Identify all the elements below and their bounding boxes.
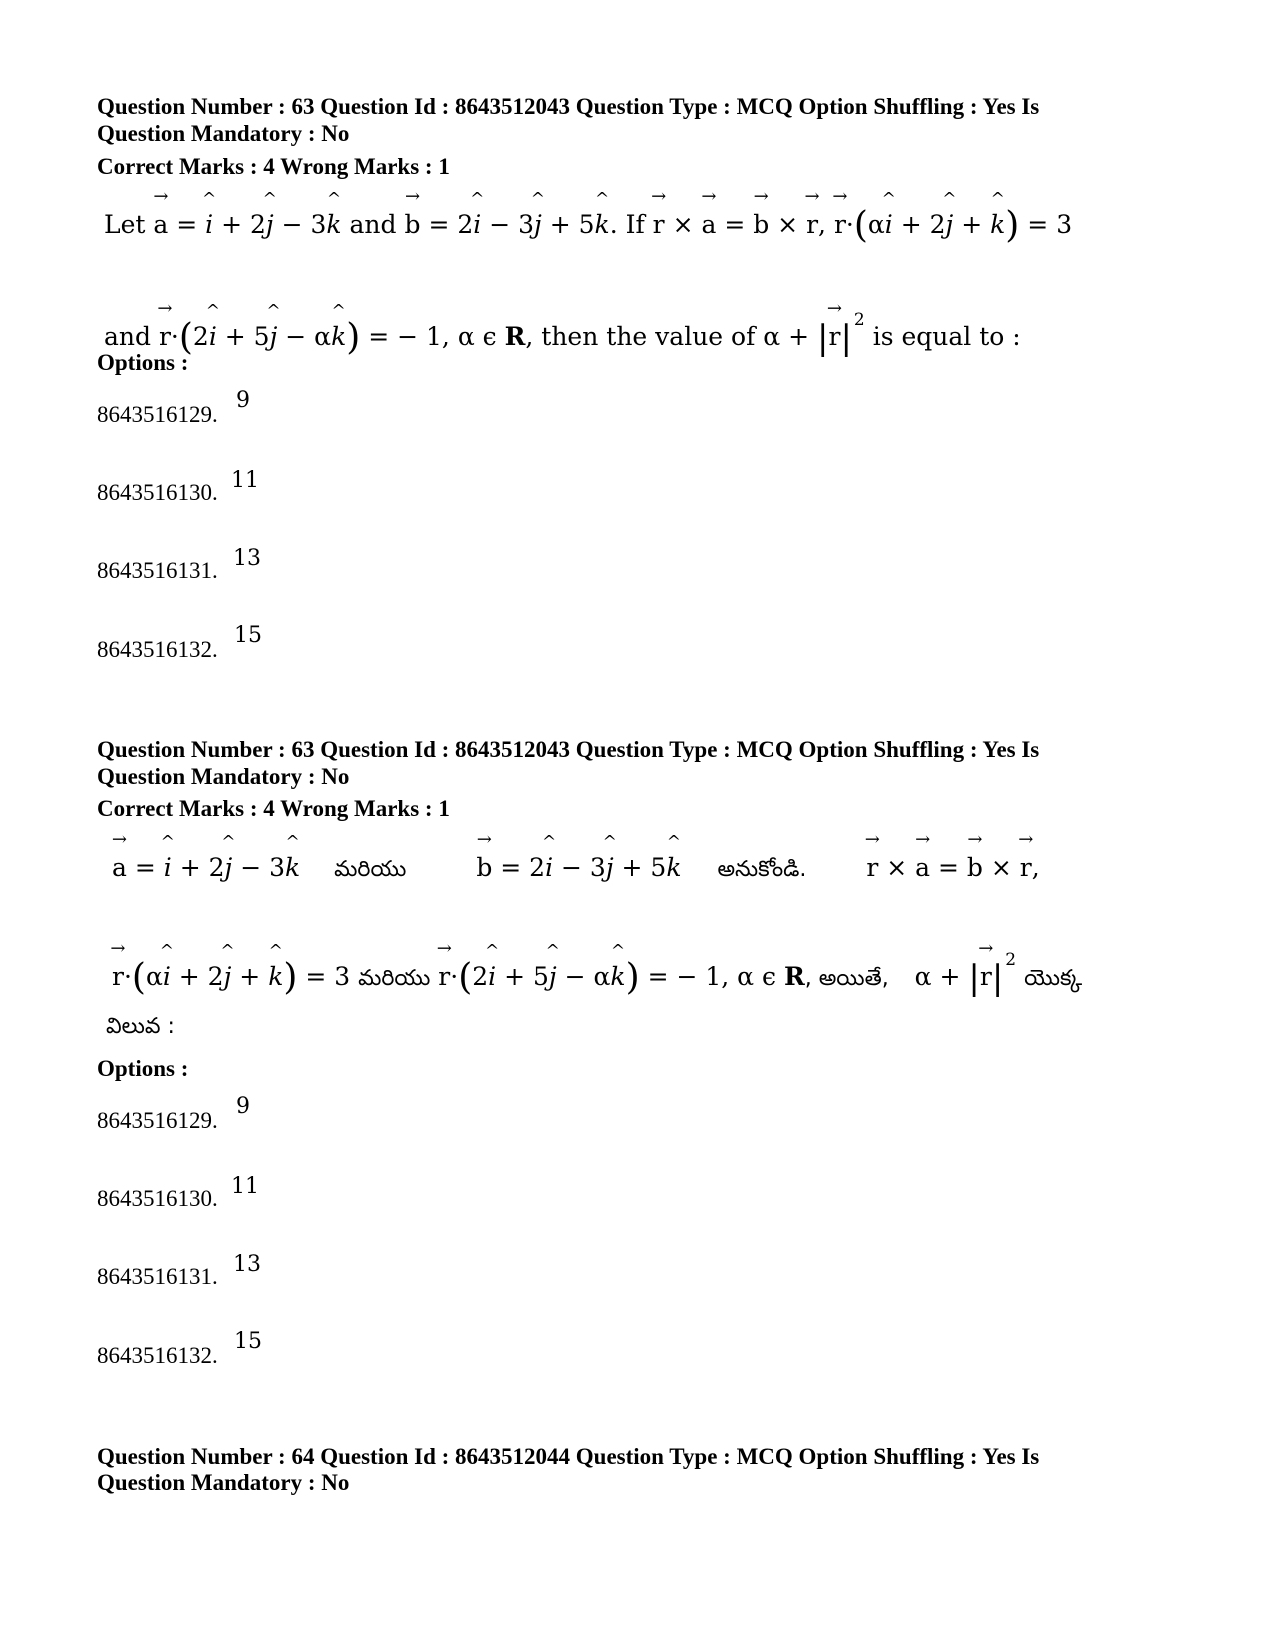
vector-symbol: → b — [476, 829, 493, 882]
word-viluva: విలువ : — [106, 1014, 175, 1039]
question-header: Question Number : 64 Question Id : 8643512044 Question Type : MCQ Option Shuffling : Yes Is — [97, 1444, 1040, 1469]
eq-minus-one: = − 1, α ϵ — [368, 322, 497, 351]
option-value: 9 — [236, 388, 250, 413]
real-set: R — [783, 962, 805, 991]
vector-symbol: → a — [153, 186, 169, 239]
unit-vector: ^ i — [202, 189, 217, 239]
vector-symbol: → r — [804, 186, 820, 239]
real-set: R — [504, 322, 526, 351]
option-id: 8643516129. — [97, 402, 218, 427]
question-text-te-line2: → r·(α ^ i + 2 ^ j + ^ k) = 3 మరియు → r·(2 ^ i + 5 ^ j − α ^ k) = − 1, α ϵ R, అయితే, α + | → r| $^2$ యొక్క — [110, 938, 1083, 998]
word-let: Let — [104, 210, 146, 239]
word-mariyu-2: మరియు — [358, 966, 431, 991]
word-mariyu: మరియు — [334, 857, 407, 882]
option-value: 11 — [231, 468, 259, 493]
word-yokka: యొక్క — [1024, 966, 1083, 991]
exponent: 2 — [1005, 950, 1017, 970]
option-value: 11 — [231, 1174, 259, 1199]
question-header-mandatory: Question Mandatory : No — [97, 1470, 350, 1495]
unit-vector: ^ j — [221, 832, 236, 882]
vector-symbol: → a — [701, 186, 717, 239]
eq-three: = 3 — [1027, 210, 1073, 239]
vector-symbol: → r — [110, 938, 126, 991]
vector-symbol: → r — [978, 938, 994, 991]
option-id: 8643516131. — [97, 558, 218, 583]
question-header: Question Number : 63 Question Id : 8643512043 Question Type : MCQ Option Shuffling : Yes Is — [97, 94, 1040, 119]
option-id: 8643516132. — [97, 1343, 218, 1368]
phrase-is-equal: is equal to : — [872, 322, 1021, 351]
unit-vector: ^ k — [594, 189, 610, 239]
question-text-en-line1: Let → a = ^ i + 2 ^ j − 3 ^ k and → b = 2 ^ i − 3 ^ j + 5 ^ k. If → r × → a = → b × → r, → r·(α ^ i + 2 ^ j + ^ k) = 3 — [104, 186, 1073, 246]
eq-minus-one: = − 1, α ϵ — [647, 962, 776, 991]
unit-vector: ^ i — [205, 301, 220, 351]
unit-vector: ^ k — [666, 832, 682, 882]
unit-vector: ^ j — [942, 189, 957, 239]
unit-vector: ^ i — [470, 189, 485, 239]
unit-vector: ^ i — [160, 832, 175, 882]
phrase-then: , then the value of — [525, 322, 756, 351]
vector-symbol: → a — [111, 829, 127, 882]
alpha-plus: α + — [914, 962, 961, 991]
options-label: Options : — [97, 1056, 189, 1081]
unit-vector: ^ j — [602, 832, 617, 882]
unit-vector: ^ j — [220, 941, 235, 991]
option-id: 8643516131. — [97, 1264, 218, 1289]
option-id: 8643516132. — [97, 637, 218, 662]
vector-symbol: → b — [966, 829, 983, 882]
unit-vector: ^ k — [990, 189, 1006, 239]
question-header-mandatory: Question Mandatory : No — [97, 764, 350, 789]
word-if: . If — [609, 210, 645, 239]
marks-line: Correct Marks : 4 Wrong Marks : 1 — [97, 154, 450, 179]
option-id: 8643516130. — [97, 480, 218, 505]
vector-symbol: → r — [436, 938, 452, 991]
option-id: 8643516129. — [97, 1108, 218, 1133]
vector-symbol: → a — [915, 829, 931, 882]
question-text-en-line2: and → r·(2 ^ i + 5 ^ j − α ^ k) = − 1, α ϵ R, then the value of α + | → r| $^2$ is equal to : — [104, 298, 1021, 358]
marks-line: Correct Marks : 4 Wrong Marks : 1 — [97, 796, 450, 821]
unit-vector: ^ k — [268, 941, 284, 991]
unit-vector: ^ i — [541, 832, 557, 882]
option-value: 15 — [234, 1329, 262, 1354]
unit-vector: ^ k — [610, 941, 626, 991]
word-and-2: and — [104, 322, 152, 351]
option-value: 13 — [233, 546, 261, 571]
vector-symbol: → r — [651, 186, 667, 239]
unit-vector: ^ k — [285, 832, 301, 882]
word-and: and — [349, 210, 397, 239]
options-label: Options : — [97, 350, 189, 375]
unit-vector: ^ i — [159, 941, 174, 991]
word-ayite: , అయితే, — [804, 966, 889, 991]
option-value: 9 — [236, 1094, 250, 1119]
exponent: 2 — [853, 310, 865, 330]
vector-symbol: → r — [832, 186, 848, 239]
vector-symbol: → b — [404, 186, 421, 239]
word-anukondi: అనుకోండి. — [717, 857, 807, 882]
vector-symbol: → r — [826, 298, 843, 351]
unit-vector: ^ j — [545, 941, 560, 991]
unit-vector: ^ i — [881, 189, 896, 239]
question-header: Question Number : 63 Question Id : 8643512043 Question Type : MCQ Option Shuffling : Yes Is — [97, 737, 1040, 762]
unit-vector: ^ k — [326, 189, 342, 239]
option-value: 15 — [234, 623, 262, 648]
vector-symbol: → r — [864, 829, 880, 882]
vector-symbol: → r — [1018, 829, 1034, 882]
question-header-mandatory: Question Mandatory : No — [97, 121, 350, 146]
question-text-te-line1: → a = ^ i + 2 ^ j − 3 ^ k మరియు → b = 2 ^ i − 3 ^ j + 5 ^ k అనుకోండి. → r × → a = → b × → r, — [111, 829, 1040, 882]
vector-symbol: → r — [157, 298, 173, 351]
option-value: 13 — [233, 1252, 261, 1277]
alpha-plus: α + — [763, 322, 810, 351]
vector-symbol: → b — [753, 186, 770, 239]
option-id: 8643516130. — [97, 1186, 218, 1211]
unit-vector: ^ k — [331, 301, 347, 351]
unit-vector: ^ j — [530, 189, 546, 239]
unit-vector: ^ j — [266, 301, 281, 351]
unit-vector: ^ j — [262, 189, 277, 239]
unit-vector: ^ i — [485, 941, 500, 991]
